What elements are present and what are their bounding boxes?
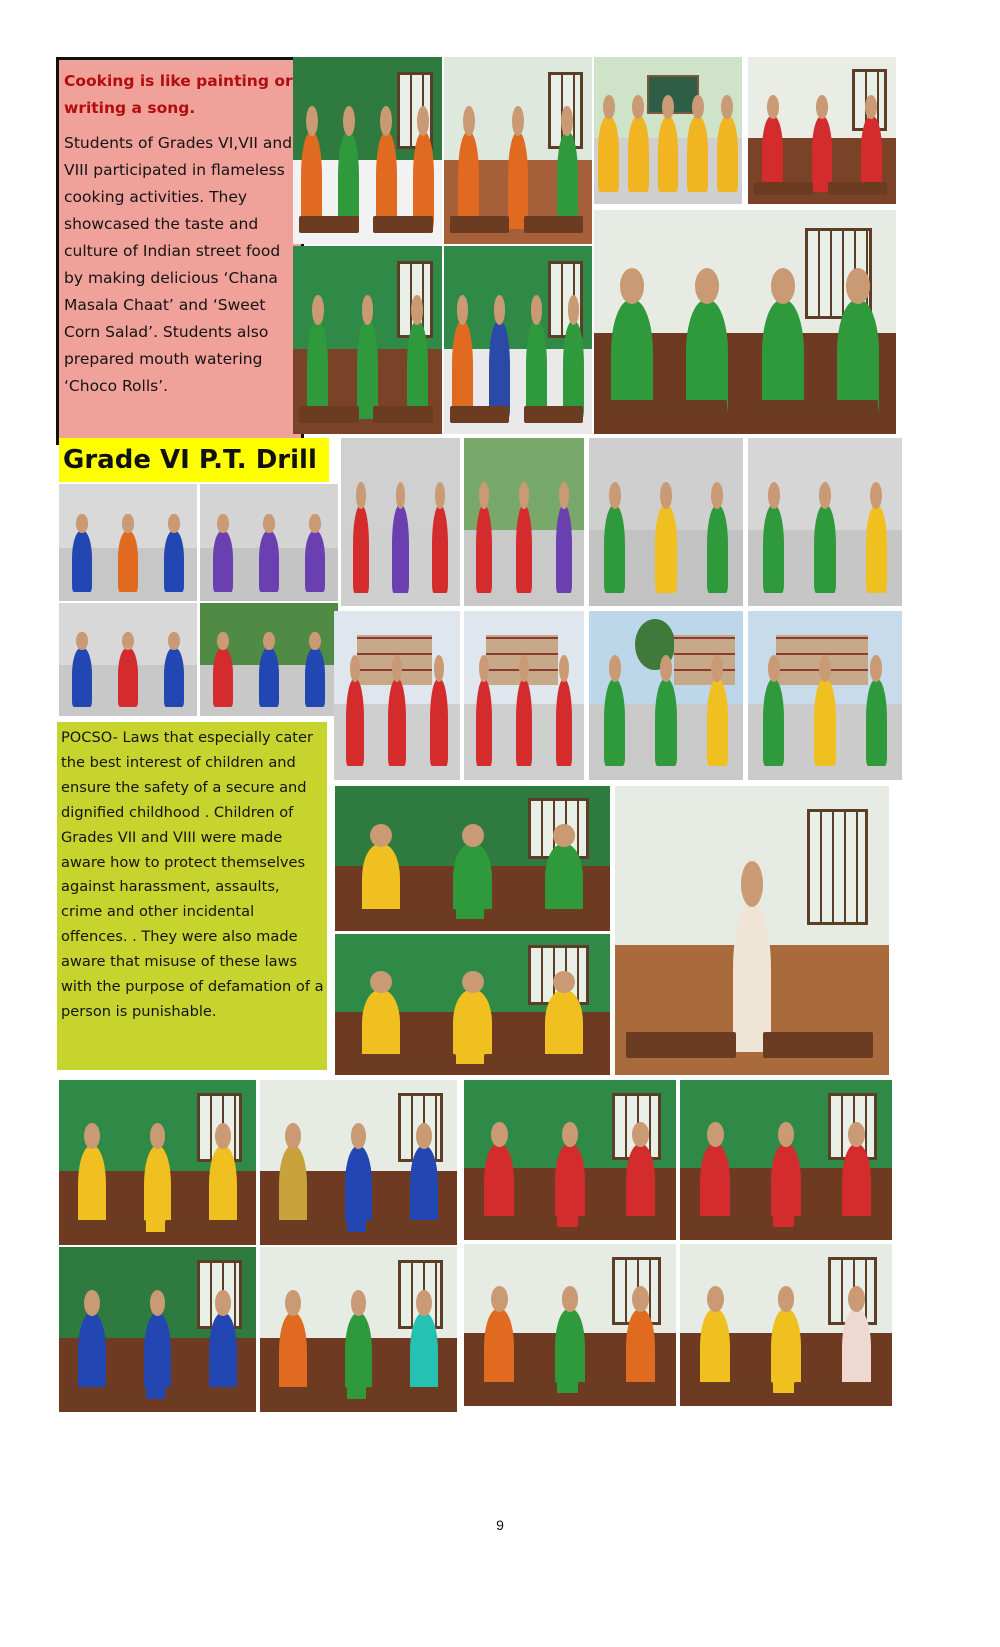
- photo-student: [476, 679, 493, 767]
- photo-building: [674, 635, 736, 686]
- session-photo-blue-boys: [59, 1247, 256, 1412]
- photo-student: [307, 321, 328, 419]
- photo-student-head: [370, 971, 392, 994]
- photo-student: [259, 648, 278, 707]
- photo-student-head: [122, 632, 133, 650]
- cooking-photo-yellow-row: [594, 57, 742, 204]
- photo-student-head: [306, 106, 318, 136]
- photo-desk: [524, 216, 583, 233]
- photo-student-head: [462, 971, 484, 994]
- photo-student-head: [76, 514, 87, 533]
- photo-student-head: [721, 95, 733, 119]
- photo-desk: [828, 182, 887, 195]
- photo-desk: [346, 1054, 456, 1067]
- pocso-photo-teacher-podium: [615, 786, 889, 1075]
- photo-student-head: [84, 1290, 100, 1316]
- photo-student-head: [411, 295, 423, 325]
- photo-desk: [794, 1382, 879, 1397]
- photo-student-head: [519, 655, 529, 682]
- photo-student-head: [168, 632, 179, 650]
- photo-student-head: [491, 1122, 508, 1148]
- photo-student-head: [350, 655, 360, 682]
- photo-student: [707, 679, 729, 767]
- photo-student-head: [771, 268, 795, 304]
- photo-student: [279, 1146, 307, 1232]
- photo-student: [508, 132, 529, 229]
- photo-desk: [450, 406, 509, 423]
- photo-desk: [373, 406, 433, 423]
- photo-student-head: [463, 106, 475, 136]
- photo-student-head: [263, 514, 274, 533]
- photo-student: [345, 1313, 373, 1399]
- photo-student: [700, 1309, 730, 1393]
- photo-student: [545, 990, 584, 1063]
- photo-desk: [268, 1220, 347, 1235]
- photo-student: [164, 531, 183, 592]
- cooking-photo-green-desks: [594, 210, 896, 434]
- photo-student-head: [819, 482, 831, 509]
- photo-student: [686, 300, 728, 416]
- cooking-photo-girls-orange: [293, 57, 442, 244]
- photo-student: [209, 1146, 237, 1232]
- session-photo-orange-green: [464, 1244, 676, 1406]
- photo-student: [305, 531, 324, 592]
- drill-photo-ground-tree: [589, 611, 743, 780]
- photo-student: [213, 531, 232, 592]
- photo-desk: [366, 1220, 445, 1235]
- photo-desk: [688, 1216, 773, 1230]
- photo-student-head: [620, 268, 644, 304]
- photo-student-head: [561, 106, 573, 136]
- pocso-text-box: [57, 722, 327, 1070]
- drill-photo-green-arms-up: [589, 438, 743, 606]
- photo-student: [555, 1309, 585, 1393]
- photo-student: [687, 116, 708, 192]
- photo-student-head: [491, 1286, 508, 1312]
- photo-student: [555, 1144, 585, 1227]
- session-photo-teacher-blue: [260, 1080, 457, 1245]
- photo-student: [611, 300, 653, 416]
- photo-desk: [484, 909, 594, 922]
- photo-student: [410, 1313, 438, 1399]
- photo-student: [453, 844, 492, 919]
- photo-student: [604, 505, 626, 592]
- photo-desk: [688, 1382, 773, 1397]
- photo-desk: [754, 182, 813, 195]
- photo-student: [338, 132, 359, 229]
- photo-student: [658, 116, 679, 192]
- photo-student: [72, 648, 91, 707]
- photo-student: [545, 844, 584, 919]
- photo-student: [700, 1144, 730, 1227]
- photo-student-head: [168, 514, 179, 533]
- photo-desk: [763, 1032, 873, 1058]
- photo-student-head: [707, 1122, 724, 1148]
- photo-student: [484, 1309, 514, 1393]
- session-photo-teacher-red: [464, 1080, 676, 1240]
- drill-photo-building-right: [464, 611, 584, 780]
- photo-student: [861, 116, 882, 192]
- photo-student-head: [519, 482, 529, 509]
- photo-desk: [67, 1220, 146, 1235]
- photo-desk: [165, 1220, 244, 1235]
- drill-heading: Grade VI P.T. Drill: [59, 438, 329, 482]
- photo-student-head: [285, 1123, 301, 1149]
- photo-student: [626, 1144, 656, 1227]
- photo-student-head: [312, 295, 324, 325]
- photo-student: [763, 679, 785, 767]
- photo-student: [388, 679, 406, 767]
- photo-student: [213, 648, 232, 707]
- photo-student: [516, 679, 533, 767]
- photo-desk: [67, 1387, 146, 1402]
- photo-student-head: [434, 655, 444, 682]
- photo-student: [762, 300, 804, 416]
- photo-student: [209, 1313, 237, 1399]
- photo-student: [430, 679, 448, 767]
- photo-student-head: [819, 655, 831, 682]
- photo-student: [516, 505, 533, 592]
- photo-student: [814, 679, 836, 767]
- photo-student: [556, 505, 573, 592]
- drill-photo-green-yellow: [748, 438, 902, 606]
- photo-student-head: [559, 482, 569, 509]
- photo-desk: [366, 1387, 445, 1402]
- photo-student: [301, 132, 322, 229]
- photo-student-head: [217, 514, 228, 533]
- photo-student-head: [662, 95, 674, 119]
- photo-desk: [346, 909, 456, 922]
- photo-student: [814, 505, 836, 592]
- photo-desk: [299, 216, 359, 233]
- photo-student: [345, 1146, 373, 1232]
- pocso-photo-green-yellow-class: [335, 786, 610, 931]
- photo-student: [842, 1309, 872, 1393]
- photo-student-head: [479, 655, 489, 682]
- photo-student: [410, 1146, 438, 1232]
- photo-student: [259, 531, 278, 592]
- photo-student-head: [217, 632, 228, 650]
- pocso-photo-yellow-girls: [335, 934, 610, 1075]
- photo-student-head: [512, 106, 524, 136]
- photo-desk: [484, 1054, 594, 1067]
- pocso-paragraph: POCSO- Laws that especially cater the best interest of children and ensure the safety of a secure and dignified childhood . Children of Grades VII and VIII were made aware how to protect themselves against harassment, assaults, crime and other incidental offences. . They were also made aware that misuse of these laws with the purpose of defamation of a person is punishable.: [61, 729, 324, 1020]
- photo-student: [812, 116, 833, 192]
- photo-student: [556, 679, 573, 767]
- photo-student-head: [84, 1123, 100, 1149]
- photo-student: [733, 902, 771, 1052]
- photo-student-head: [370, 824, 392, 847]
- photo-student: [557, 132, 578, 229]
- photo-student: [866, 679, 888, 767]
- photo-student-head: [609, 482, 621, 509]
- photo-desk: [472, 1216, 557, 1230]
- photo-student: [489, 321, 510, 419]
- drill-photo-building-left: [334, 611, 460, 780]
- photo-student-head: [285, 1290, 301, 1316]
- photo-student-head: [356, 482, 366, 509]
- session-photo-yellow-class: [59, 1080, 256, 1245]
- photo-student: [598, 116, 619, 192]
- photo-student: [452, 321, 473, 419]
- photo-student-head: [707, 1286, 724, 1312]
- photo-desk: [626, 1032, 736, 1058]
- photo-student: [78, 1146, 106, 1232]
- photo-student: [771, 1144, 801, 1227]
- photo-window: [807, 809, 868, 925]
- photo-student: [458, 132, 479, 229]
- cooking-paragraph: Students of Grades VI,VII and VIII participated in flameless cooking activities. They showcased the taste and culture of Indian street food by making delicious ‘Chana Masala Chaat’ and ‘Sweet Corn Salad’. Students also prepared mouth watering ‘Choco Rolls’.: [64, 134, 293, 395]
- photo-student: [655, 679, 677, 767]
- photo-student: [392, 505, 409, 592]
- photo-student: [357, 321, 378, 419]
- photo-student: [413, 132, 434, 229]
- drill-photo-purple-arms: [200, 484, 338, 601]
- drill-photo-ground-building: [748, 611, 902, 780]
- photo-desk: [299, 406, 359, 423]
- photo-student: [707, 505, 729, 592]
- photo-student: [526, 321, 547, 419]
- page-number: 9: [496, 1517, 504, 1533]
- photo-student-head: [122, 514, 133, 533]
- photo-student: [362, 844, 401, 919]
- photo-student: [353, 505, 370, 592]
- photo-student: [453, 990, 492, 1063]
- photo-student: [346, 679, 364, 767]
- photo-student-head: [462, 824, 484, 847]
- photo-student-head: [263, 632, 274, 650]
- photo-student: [118, 648, 137, 707]
- photo-desk: [757, 400, 878, 420]
- drill-photo-field-trees: [200, 603, 338, 716]
- photo-desk: [578, 1216, 663, 1230]
- photo-desk: [165, 1387, 244, 1402]
- photo-student-head: [343, 106, 355, 136]
- photo-student: [362, 990, 401, 1063]
- photo-student: [279, 1313, 307, 1399]
- photo-desk: [268, 1387, 347, 1402]
- photo-student-head: [692, 95, 704, 119]
- photo-student: [305, 648, 324, 707]
- photo-desk: [472, 1382, 557, 1397]
- photo-student-head: [435, 482, 445, 509]
- photo-desk: [794, 1216, 879, 1230]
- session-photo-teacher-teal: [260, 1247, 457, 1412]
- session-photo-teacher-yellow: [680, 1244, 892, 1406]
- cooking-photo-girl-plates: [444, 57, 592, 244]
- photo-student-head: [76, 632, 87, 650]
- drill-photo-red-rows: [464, 438, 584, 606]
- session-photo-red-class: [680, 1080, 892, 1240]
- photo-student-head: [309, 514, 320, 533]
- photo-student: [762, 116, 783, 192]
- photo-student-head: [609, 655, 621, 682]
- photo-student-head: [767, 95, 779, 119]
- photo-desk: [578, 1382, 663, 1397]
- photo-student-head: [768, 482, 780, 509]
- drill-photo-blue-red: [59, 603, 197, 716]
- photo-student-head: [660, 482, 672, 509]
- photo-student: [655, 505, 677, 592]
- photo-student: [842, 1144, 872, 1227]
- photo-student: [866, 505, 888, 592]
- photo-student: [376, 132, 397, 229]
- drill-photo-blue-orange: [59, 484, 197, 601]
- photo-desk: [524, 406, 583, 423]
- photo-student: [484, 1144, 514, 1227]
- photo-student-head: [741, 861, 763, 907]
- photo-desk: [606, 400, 727, 420]
- photo-desk: [450, 216, 509, 233]
- photo-student: [164, 648, 183, 707]
- photo-student-head: [392, 655, 402, 682]
- photo-student-head: [660, 655, 672, 682]
- photo-student: [144, 1313, 172, 1399]
- photo-student-head: [479, 482, 489, 509]
- photo-student: [78, 1313, 106, 1399]
- photo-student-head: [559, 655, 569, 682]
- photo-student: [626, 1309, 656, 1393]
- photo-student: [717, 116, 738, 192]
- photo-student-head: [309, 632, 320, 650]
- photo-student: [563, 321, 584, 419]
- photo-student-head: [553, 824, 575, 847]
- photo-student: [72, 531, 91, 592]
- cooking-photo-classroom-green: [293, 246, 442, 434]
- photo-student: [763, 505, 785, 592]
- drill-photo-red-purple: [341, 438, 460, 606]
- photo-student: [407, 321, 428, 419]
- photo-desk: [373, 216, 433, 233]
- photo-student-head: [380, 106, 392, 136]
- cooking-photo-four-students: [444, 246, 592, 434]
- photo-student: [771, 1309, 801, 1393]
- photo-student: [432, 505, 449, 592]
- cooking-photo-red-class: [748, 57, 896, 204]
- photo-student: [476, 505, 493, 592]
- cooking-heading: Cooking is like painting or writing a song.: [64, 72, 293, 117]
- photo-student-head: [396, 482, 406, 509]
- photo-student: [628, 116, 649, 192]
- cooking-text-box: [56, 57, 304, 445]
- photo-student-head: [768, 655, 780, 682]
- photo-student: [118, 531, 137, 592]
- photo-student-head: [816, 95, 828, 119]
- photo-student-head: [603, 95, 615, 119]
- photo-student: [604, 679, 626, 767]
- photo-student: [144, 1146, 172, 1232]
- photo-student: [837, 300, 879, 416]
